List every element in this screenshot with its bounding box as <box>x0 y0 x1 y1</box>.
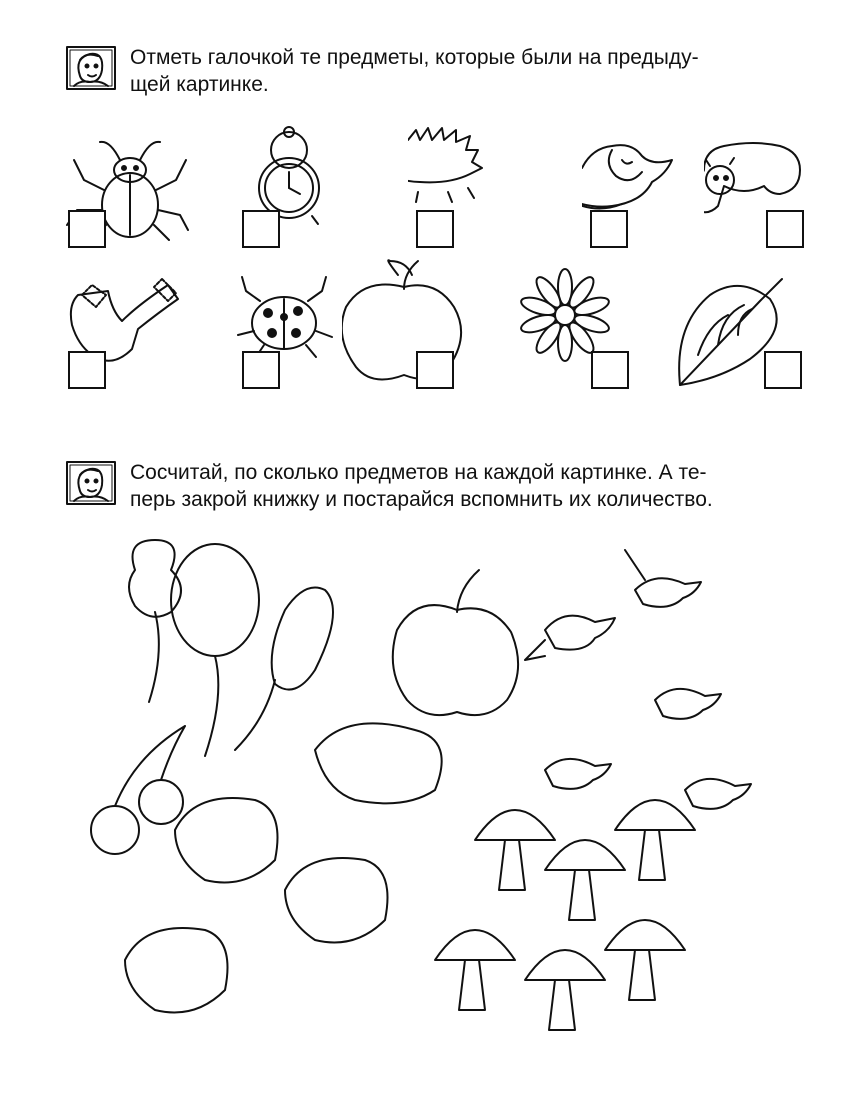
apple-icon <box>342 255 482 390</box>
checkbox-daisy[interactable] <box>591 351 629 389</box>
item-seashell <box>582 120 722 255</box>
item-alarm-clock <box>234 120 374 255</box>
item-hedgehog <box>408 120 548 255</box>
apple-icon <box>393 570 518 715</box>
counting-scene <box>75 530 815 1070</box>
balloons-icon <box>129 540 333 756</box>
mushrooms-icon <box>435 800 695 1030</box>
checkbox-hedgehog[interactable] <box>416 210 454 248</box>
item-hippo <box>704 120 844 255</box>
checkbox-leaf[interactable] <box>764 351 802 389</box>
child-face-icon <box>66 461 116 505</box>
item-beetle <box>60 120 200 255</box>
item-apple <box>342 255 482 390</box>
task-2-instructions <box>130 459 820 513</box>
task-2-line-1: Сосчитай, по сколько предметов на каждой картинке. А те- <box>130 461 707 484</box>
checkbox-beetle[interactable] <box>68 210 106 248</box>
item-sock <box>60 255 200 390</box>
birds-icon <box>525 550 751 809</box>
daisy-icon <box>515 255 655 390</box>
checkbox-ladybug[interactable] <box>242 351 280 389</box>
child-face-icon <box>66 46 116 90</box>
checkbox-seashell[interactable] <box>590 210 628 248</box>
task-1-line-2: щей картинке. <box>130 73 269 96</box>
checkbox-hippo[interactable] <box>766 210 804 248</box>
cherries-icon <box>91 726 185 854</box>
checkbox-apple[interactable] <box>416 351 454 389</box>
item-daisy <box>515 255 655 390</box>
item-leaf <box>678 255 818 390</box>
checkbox-alarm-clock[interactable] <box>242 210 280 248</box>
task-1-instructions <box>130 44 820 98</box>
rabbits-icon <box>125 723 442 1012</box>
task-1-line-1: Отметь галочкой те предметы, которые были на предыду- <box>130 46 699 69</box>
task-2-line-2: перь закрой книжку и постарайся вспомнить их количество. <box>130 488 713 511</box>
checkbox-sock[interactable] <box>68 351 106 389</box>
